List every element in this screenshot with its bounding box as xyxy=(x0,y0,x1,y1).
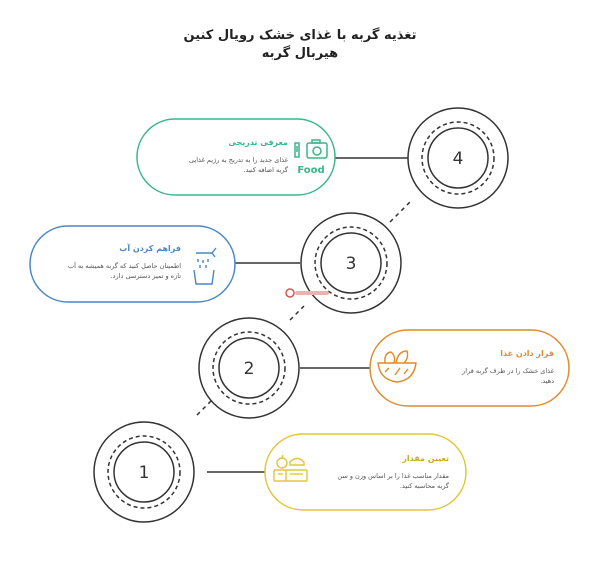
step-1-desc xyxy=(316,471,449,491)
step-2-text xyxy=(424,349,554,386)
step-2-desc xyxy=(424,366,554,386)
step-4-title: معرفی تدریجی xyxy=(228,138,288,147)
step-4-text xyxy=(158,138,288,175)
step-4-desc xyxy=(158,155,288,175)
step-3-desc-line-1: اطمینان حاصل کنید که گربه همیشه به آب xyxy=(68,262,181,270)
step-2-number: 2 xyxy=(243,359,255,379)
step-2-desc-line-2: دهید. xyxy=(540,377,554,385)
step-1-number: 1 xyxy=(138,463,150,483)
food-icon-label: Food xyxy=(297,165,325,176)
title-line-1: تغذیه گربه با غذای خشک رویال کنین xyxy=(183,28,417,43)
connector-3-4 xyxy=(390,200,412,222)
step-3-title: فراهم کردن آب xyxy=(119,244,181,253)
step-3-text xyxy=(48,244,181,281)
step-1-desc-line-2: گربه محاسبه کنید. xyxy=(399,482,449,490)
step-2-title: قرار دادن غذا xyxy=(500,349,554,358)
watermark-icon xyxy=(286,289,329,297)
step-4-desc-line-1: غذای جدید را به تدریج به رژیم غذایی xyxy=(189,156,288,164)
step-1-desc-line-1: مقدار مناسب غذا را بر اساس وزن و سن xyxy=(337,472,449,480)
step-2-node xyxy=(199,318,370,418)
step-4-node xyxy=(335,108,508,208)
step-3-node xyxy=(235,213,401,313)
step-2-desc-line-1: غذای خشک را در ظرف گربه قرار xyxy=(462,367,554,375)
step-1-text xyxy=(316,454,449,491)
connector-1-2 xyxy=(197,400,212,415)
step-3-number: 3 xyxy=(345,254,357,274)
step-1-node xyxy=(94,422,265,522)
title-line-2: هیربال گربه xyxy=(261,46,339,61)
step-3-desc-line-2: تازه و تمیز دسترسی دارد. xyxy=(110,272,181,280)
step-1-title: تعیین مقدار xyxy=(402,454,449,463)
connector-2-3 xyxy=(290,306,304,320)
step-4-desc-line-2: گربه اضافه کنید. xyxy=(243,166,288,174)
step-4-number: 4 xyxy=(452,149,464,169)
step-3-desc xyxy=(48,261,181,281)
